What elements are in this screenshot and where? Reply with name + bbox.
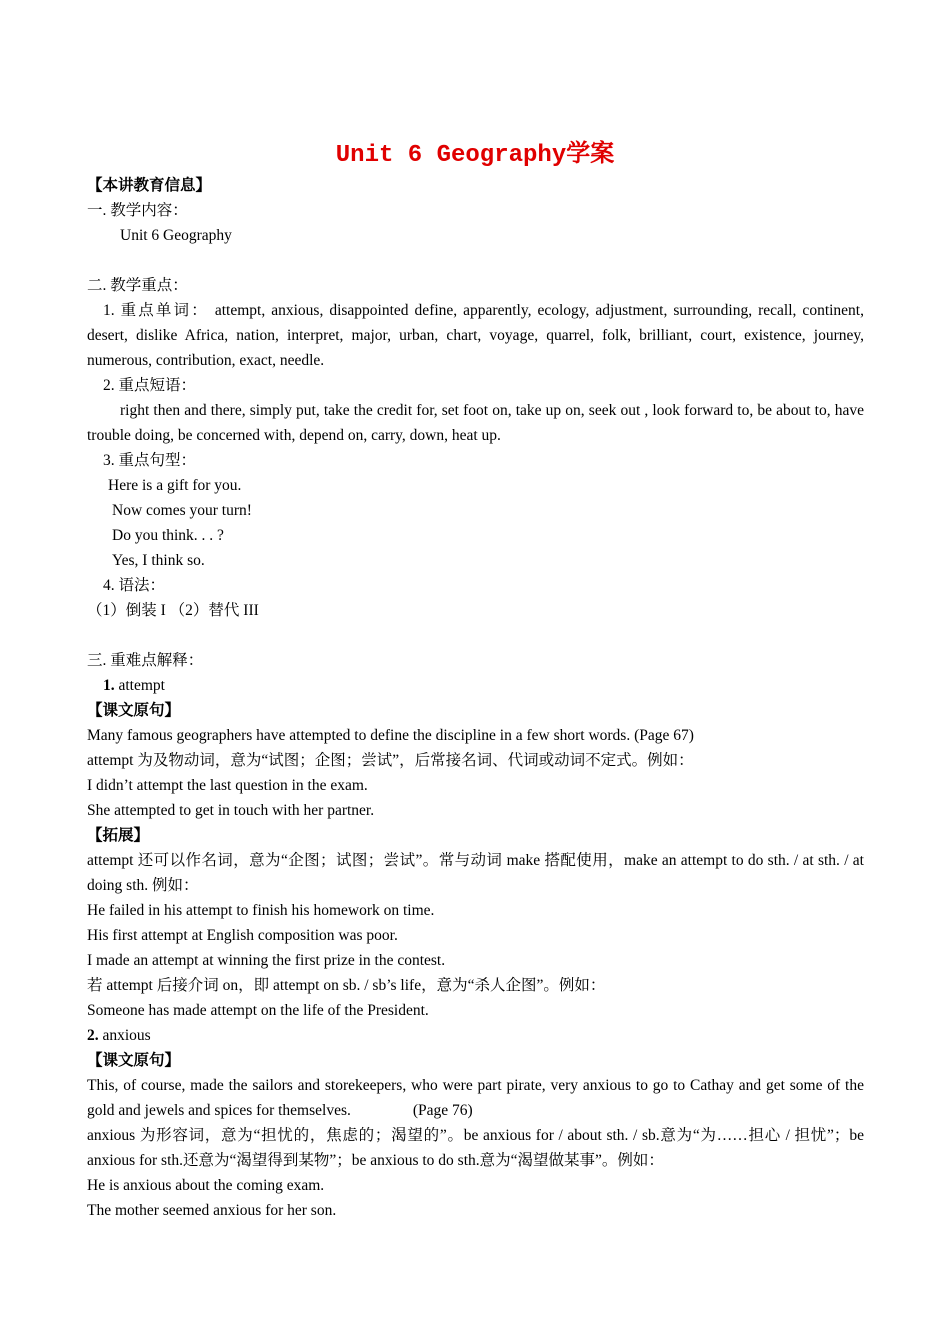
key-words-paragraph: 1. 重点单词： attempt, anxious, disappointed define, apparently, ecology, adjustment, surrounding, recall, continent, desert, dislike Africa, nation, interpret, major, urban, chart, voyage, quarrel, folk, brilliant, court, existence, journey, numerous, contribution, exact, needle. <box>87 302 864 369</box>
section3-heading: 三. 重难点解释： <box>87 652 204 669</box>
page-title: Unit 6 Geography学案 <box>335 142 615 169</box>
point1-word: attempt <box>114 677 165 694</box>
point2-example: The mother seemed anxious for her son. <box>87 1202 337 1219</box>
point1-example: I didn’t attempt the last question in the exam. <box>87 777 368 794</box>
key-sentences-heading: 3. 重点句型： <box>103 452 197 469</box>
key-sentence-2: Now comes your turn! <box>112 502 252 519</box>
point2-original-tag: 【课文原句】 <box>87 1052 181 1069</box>
point1-example: She attempted to get in touch with her partner. <box>87 802 375 819</box>
grammar-text: （1）倒装 I （2）替代 III <box>87 602 259 619</box>
key-phrases-paragraph: right then and there, simply put, take the credit for, set foot on, take up on, seek out , look forward to, be about to, have trouble doing, be concerned with, depend on, carry, down, heat up. <box>87 402 864 444</box>
point2-explanation: anxious 为形容词，意为“担忧的，焦虑的；渴望的”。be anxious for / about sth. / sb.意为“为……担心 / 担忧”；be anxious for sth.还意为“渴望得到某物”；be anxious to do sth.意为“渴望做某事”。例如： <box>87 1127 864 1169</box>
point1-original-tag: 【课文原句】 <box>87 702 181 719</box>
section-info-header: 【本讲教育信息】 <box>87 177 212 194</box>
point1-extension: attempt 还可以作名词，意为“企图；试图；尝试”。常与动词 make 搭配使用，make an attempt to do sth. / at sth. / at doing sth. 例如： <box>87 852 864 894</box>
point1-original-sentence: Many famous geographers have attempted to define the discipline in a few short words. (Page 67) <box>87 727 694 744</box>
point1-number: 1. <box>103 677 115 694</box>
point1-extension-tag: 【拓展】 <box>87 827 150 844</box>
point1-attempt-on: 若 attempt 后接介词 on，即 attempt on sb. / sb’s life，意为“杀人企图”。例如： <box>87 977 606 994</box>
point2-number: 2. <box>87 1027 99 1044</box>
section1-heading: 一. 教学内容： <box>87 202 188 219</box>
spacer <box>87 248 864 273</box>
point2-example: He is anxious about the coming exam. <box>87 1177 325 1194</box>
key-sentence-3: Do you think. . . ? <box>112 527 224 544</box>
point1-title <box>87 673 864 698</box>
point1-example: His first attempt at English composition was poor. <box>87 927 398 944</box>
key-phrases-heading: 2. 重点短语： <box>103 377 197 394</box>
key-sentence-1: Here is a gift for you. <box>108 477 242 494</box>
spacer <box>87 623 864 648</box>
point1-example: He failed in his attempt to finish his homework on time. <box>87 902 435 919</box>
section2-heading: 二. 教学重点： <box>87 277 188 294</box>
grammar-heading: 4. 语法： <box>103 577 166 594</box>
point1-example: I made an attempt at winning the first prize in the contest. <box>87 952 446 969</box>
document-body <box>87 173 868 1223</box>
point1-example: Someone has made attempt on the life of the President. <box>87 1002 429 1019</box>
point2-original-sentence: This, of course, made the sailors and storekeepers, who were part pirate, very anxious to go to Cathay and get some of the gold and jewels and spices for themselves. (Page 76) <box>87 1077 868 1119</box>
point2-word: anxious <box>98 1027 151 1044</box>
section1-content: Unit 6 Geography <box>120 227 232 244</box>
point2-title <box>87 1023 864 1048</box>
point1-explanation: attempt 为及物动词，意为“试图；企图；尝试”，后常接名词、代词或动词不定式。例如： <box>87 752 694 769</box>
key-sentence-4: Yes, I think so. <box>112 552 205 569</box>
